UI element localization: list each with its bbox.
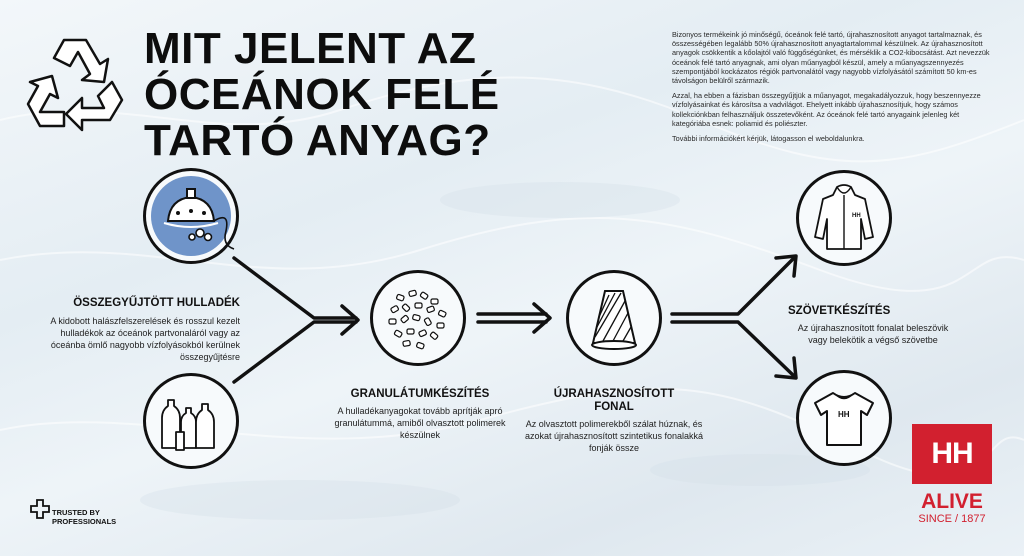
step-yarn-title: ÚJRAHASZNOSÍTOTT FONAL — [553, 388, 675, 413]
jacket-circle — [796, 170, 892, 266]
trusted-by-professionals: TRUSTED BY PROFESSIONALS — [52, 508, 117, 526]
arrow-head-yarn — [534, 304, 550, 332]
buoy-circle — [143, 168, 239, 264]
brand-logo-text: HH — [931, 437, 973, 470]
arrow-to-tshirt — [672, 322, 794, 376]
step-granulate-title: GRANULÁTUMKÉSZÍTÉS — [350, 388, 490, 400]
step-granulate-desc: A hulladékanyagokat tovább aprítják apró granulátummá, amiből olvasztott polimerek készülnek — [334, 406, 506, 440]
plastic-bottles-icon — [146, 376, 236, 466]
brand-logo — [912, 424, 992, 484]
step-fabric-desc: Az újrahasznosított fonalat beleszövik vagy belekötik a végső szövetbe — [797, 323, 949, 345]
jacket-icon — [799, 173, 889, 263]
recycle-icon — [20, 34, 130, 134]
granules-circle — [370, 270, 466, 366]
fishing-buoy-icon — [146, 171, 236, 261]
step-fabric — [788, 305, 958, 346]
bottles-circle — [143, 373, 239, 469]
step-granulate — [330, 388, 510, 441]
spool-circle — [566, 270, 662, 366]
step-fabric-title: SZÖVETKÉSZÍTÉS — [788, 305, 891, 317]
arrow-head-tshirt — [776, 358, 796, 378]
step-collected — [40, 297, 240, 363]
arrow-to-jacket — [672, 258, 794, 314]
intro-paragraph-2: Azzal, ha ebben a fázisban összegyűjtjük a műanyagot, megakadályozzuk, hogy beszennyezze vízfolyásainkat és károsítsa a vadvilágot. Ehelyett inkább újrahasznosítjuk, hogy számos kollekciónkban felhasználjuk összetevőként. Az óceánok felé tartó anyagaink jelenleg két kategóriába esnek: poliamid és poliészter. — [672, 91, 981, 128]
jacket-logo: HH — [852, 213, 861, 219]
arrow-head-granulate — [342, 306, 358, 334]
step-collected-desc: A kidobott halászfelszerelések és rosszul kezelt hulladékok az óceánok partvonaláról vagy az óceánba ömlő nagyobb vízfolyásokból kerülnek összegyűjtésre — [50, 316, 240, 362]
yarn-spool-icon — [569, 273, 659, 363]
arrow-from-collected-bottom — [234, 322, 356, 382]
granules-icon — [373, 273, 463, 363]
tshirt-circle — [796, 370, 892, 466]
brand-since: SINCE / 1877 — [918, 513, 986, 525]
step-yarn-desc: Az olvasztott polimerekből szálat húznak, és azokat újrahasznosított szintetikus fonalakká fonják össze — [524, 419, 704, 453]
arrow-from-collected-top — [234, 258, 356, 318]
arrow-to-yarn — [478, 314, 546, 322]
intro-text — [672, 30, 990, 149]
cross-icon — [30, 499, 50, 519]
step-collected-title: ÖSSZEGYŰJTÖTT HULLADÉK — [73, 297, 240, 309]
brand-tagline: ALIVE — [921, 490, 983, 513]
arrow-head-jacket — [776, 256, 796, 276]
tshirt-logo: HH — [838, 410, 850, 419]
step-yarn — [522, 388, 706, 454]
tshirt-icon — [799, 373, 889, 463]
intro-paragraph-3: További információkért kérjük, látogasson el weboldalunkra. — [672, 134, 865, 144]
page-title: MIT JELENT AZ ÓCEÁNOK FELÉ TARTÓ ANYAG? — [144, 24, 500, 165]
intro-paragraph-1: Bizonyos termékeink jó minőségű, óceánok felé tartó, újrahasznosított anyagot tartalmaznak, és összességében legalább 50% újrahasznosított anyagtartalommal készülnek. Az újrahasznosított anyagok csökkentik a kőolajtól való függőségünket, és mérséklik a CO2-kibocsátást. Azt nevezzük óceánok felé tartó anyagnak, ami olyan műanyagból készül, amely a műanyagszennyezés szempontjából kockázatos régiók partvonalától vagy nagyobb vízfolyásától számított 50 km-es távolságon belülről származik. — [672, 30, 990, 86]
